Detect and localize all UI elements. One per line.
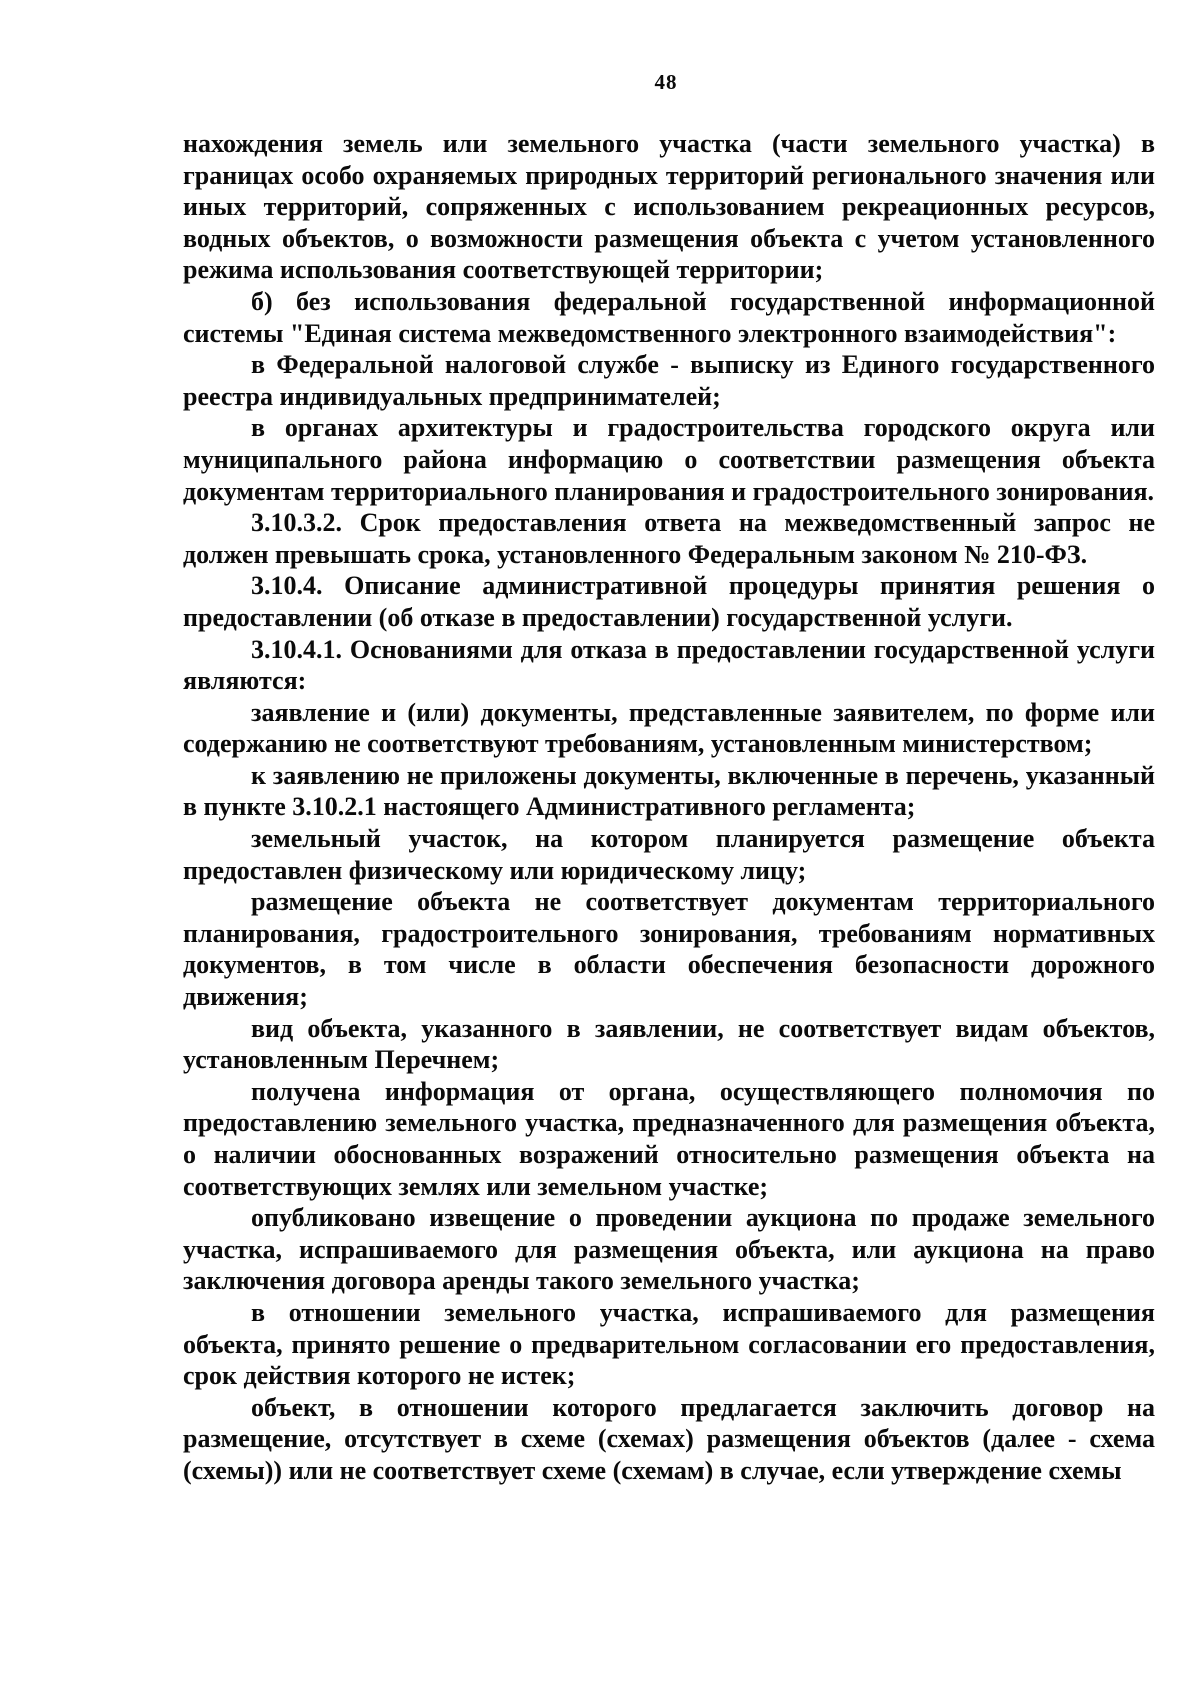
paragraph-3-10-4-1: 3.10.4.1. Основаниями для отказа в предоставлении государственной услуги являются: [183, 634, 1155, 696]
paragraph-refusal-ground: опубликовано извещение о проведении аукциона по продаже земельного участка, испрашиваемого для размещения объекта, или аукциона на право заключения договора аренды такого земельного участка; [183, 1203, 1155, 1296]
page-number: 48 [654, 70, 678, 94]
paragraph-refusal-ground: вид объекта, указанного в заявлении, не соответствует видам объектов, установленным Перечнем; [183, 1013, 1155, 1075]
paragraph-architecture-bodies: в органах архитектуры и градостроительства городского округа или муниципального района информацию о соответствии размещения объекта документам территориального планирования и градостроительного зонирования. [183, 413, 1155, 506]
paragraph-item-b: б) без использования федеральной государственной информационной системы "Единая система межведомственного электронного взаимодействия": [183, 286, 1155, 348]
paragraph-refusal-ground: заявление и (или) документы, представленные заявителем, по форме или содержанию не соответствуют требованиям, установленным министерством; [183, 697, 1155, 759]
paragraph-refusal-ground: земельный участок, на котором планируется размещение объекта предоставлен физическому или юридическому лицу; [183, 824, 1155, 885]
document-body [183, 128, 1155, 1487]
paragraph-3-10-3-2: 3.10.3.2. Срок предоставления ответа на межведомственный запрос не должен превышать срока, установленного Федеральным законом № 210-ФЗ. [183, 508, 1155, 569]
paragraph-continuation: нахождения земель или земельного участка (части земельного участка) в границах особо охраняемых природных территорий регионального значения или иных территорий, сопряженных с использованием рекреационных ресурсов, водных объектов, о возможности размещения объекта с учетом установленного режима использования соответствующей территории; [183, 129, 1155, 285]
paragraph-refusal-ground: в отношении земельного участка, испрашиваемого для размещения объекта, принято решение о предварительном согласовании его предоставления, срок действия которого не истек; [183, 1297, 1155, 1391]
paragraph-refusal-ground: получена информация от органа, осуществляющего полномочия по предоставлению земельного участка, предназначенного для размещения объекта, о наличии обоснованных возражений относительно размещения объекта на соответствующих землях или земельном участке; [183, 1076, 1155, 1201]
paragraph-refusal-ground: к заявлению не приложены документы, включенные в перечень, указанный в пункте 3.10.2.1 настоящего Административного регламента; [183, 760, 1155, 822]
paragraph-refusal-ground: размещение объекта не соответствует документам территориального планирования, градостроительного зонирования, требованиям нормативных документов, в том числе в области обеспечения безопасности дорожного движения; [183, 887, 1155, 1012]
paragraph-3-10-4: 3.10.4. Описание административной процедуры принятия решения о предоставлении (об отказе в предоставлении) государственной услуги. [183, 571, 1155, 632]
paragraph-tax-service: в Федеральной налоговой службе - выписку из Единого государственного реестра индивидуальных предпринимателей; [183, 350, 1155, 411]
paragraph-refusal-ground: объект, в отношении которого предлагается заключить договор на размещение, отсутствует в схеме (схемах) размещения объектов (далее - схема (схемы)) или не соответствует схеме (схемам) в случае, если утверждение схемы [183, 1392, 1155, 1485]
